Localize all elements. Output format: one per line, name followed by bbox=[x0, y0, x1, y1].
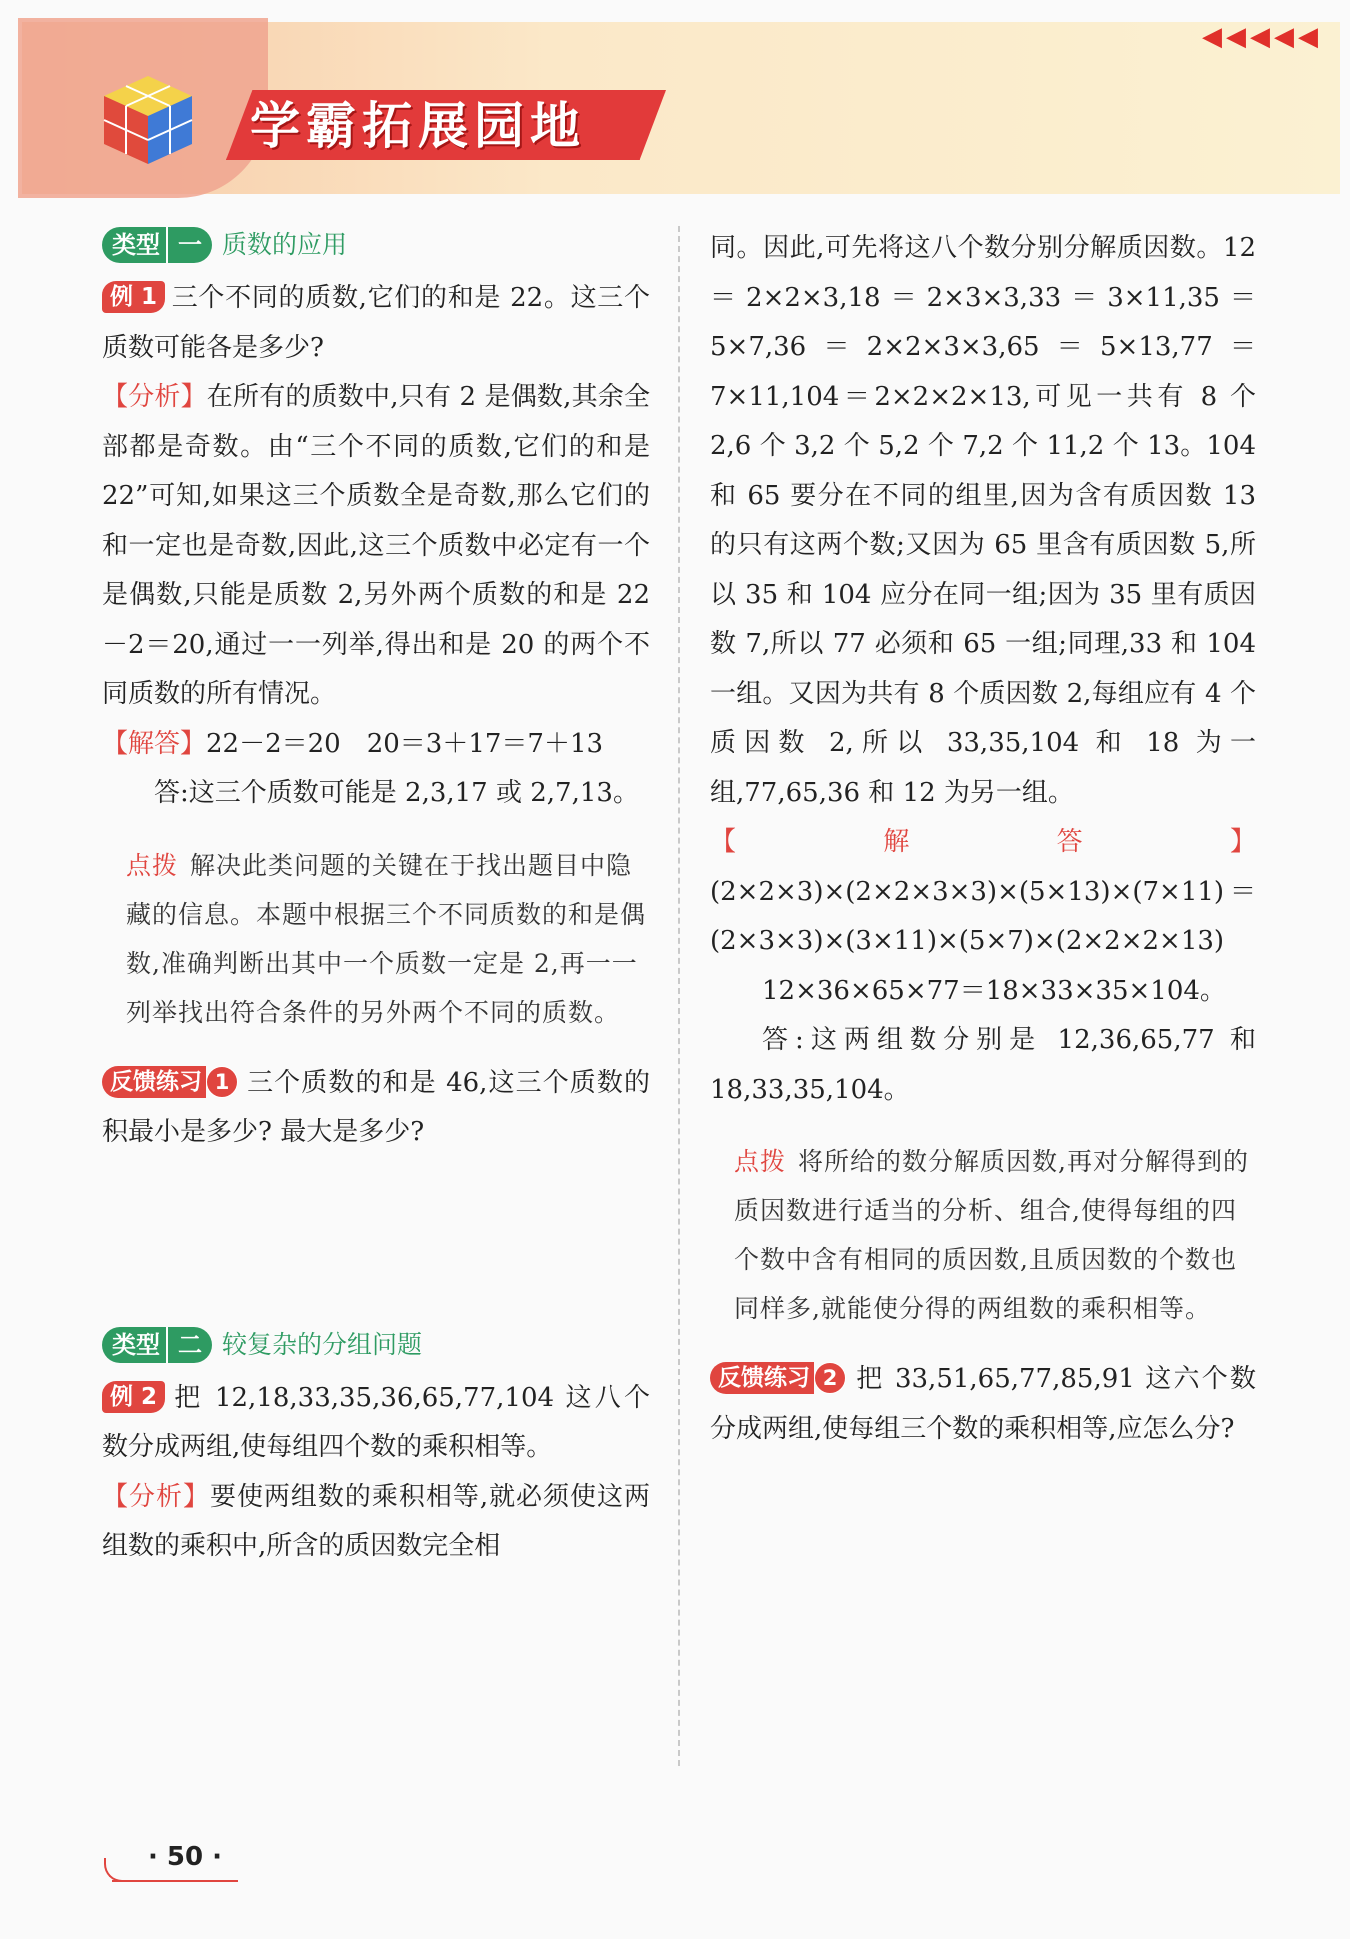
arrow-decoration-icon: ◀◀◀◀◀ bbox=[1202, 22, 1322, 52]
right-column bbox=[710, 224, 1256, 1454]
section-title: 较复杂的分组问题 bbox=[222, 1329, 423, 1359]
page-number-underline bbox=[112, 1880, 238, 1882]
analysis-text: 要使两组数的乘积相等,就必须使这两组数的乘积中,所含的质因数完全相 bbox=[102, 1481, 650, 1561]
answer-text: 22－2＝20 20＝3＋17＝7＋13 bbox=[206, 728, 604, 759]
feedback-number: 1 bbox=[206, 1066, 238, 1098]
question-text: 把 12,18,33,35,36,65,77,104 这八个数分成两组,使每组四个数的乘积相等。 bbox=[102, 1382, 650, 1462]
section-header-1 bbox=[102, 224, 650, 266]
example-2-answer bbox=[710, 818, 1256, 967]
rubik-cube-icon bbox=[100, 72, 196, 168]
example-1-answer bbox=[102, 720, 650, 770]
example-1-conclusion: 答:这三个质数可能是 2,3,17 或 2,7,13。 bbox=[154, 778, 639, 808]
tip-label: 点拨 bbox=[734, 1147, 787, 1176]
section-tag: 类型 bbox=[102, 1327, 166, 1363]
section-header-2 bbox=[102, 1324, 650, 1366]
page-number: · 50 · bbox=[148, 1842, 223, 1872]
example-2-analysis bbox=[102, 1473, 650, 1572]
example-2-conclusion: 答:这两组数分别是 12,36,65,77 和 18,33,35,104。 bbox=[710, 1025, 1256, 1105]
tip-box-1 bbox=[126, 841, 650, 1037]
equation: 12×36×65×77＝18×33×35×104。 bbox=[762, 975, 1226, 1006]
tip-text: 将所给的数分解质因数,再对分解得到的质因数进行适当的分析、组合,使得每组的四个数中含有相同的质因数,且质因数的个数也同样多,就能使分得的两组数的乘积相等。 bbox=[734, 1147, 1249, 1323]
feedback-exercise-1 bbox=[102, 1059, 650, 1158]
feedback-number: 2 bbox=[814, 1362, 846, 1394]
analysis-label: 【分析】 bbox=[102, 1481, 210, 1512]
page-number-decoration bbox=[104, 1858, 130, 1882]
answer-text: (2×2×3)×(2×2×3×3)×(5×13)×(7×11)＝(2×3×3)×(3×11)×(5×7)×(2×2×2×13) bbox=[710, 876, 1256, 956]
feedback-text: 三个质数的和是 46,这三个质数的积最小是多少? 最大是多少? bbox=[102, 1067, 650, 1147]
section-number: 二 bbox=[166, 1327, 212, 1363]
column-divider bbox=[678, 226, 680, 1766]
example-tag: 例 1 bbox=[102, 281, 165, 313]
example-2-question bbox=[102, 1374, 650, 1473]
section-number: 一 bbox=[166, 227, 212, 263]
analysis-continuation: 同。因此,可先将这八个数分别分解质因数。12＝2×2×3,18＝2×3×3,33＝3×11,35＝5×7,36＝2×2×3×3,65＝5×13,77＝7×11,104＝2×2×2×13,可见一共有 8 个 2,6 个 3,2 个 5,2 个 7,2 个 11,2 个 13。104 和 65 要分在不同的组里,因为含有质因数 13 的只有这两个数;又因为 65 里含有质因数 5,所以 35 和 104 应分在同一组;因为 35 里有质因数 7,所以 77 必须和 65 一组;同理,33 和 104 一组。又因为共有 8 个质因数 2,每组应有 4 个质因数 2,所以 33,35,104 和 18 为一组,77,65,36 和 12 为另一组。 bbox=[710, 233, 1256, 808]
section-title: 质数的应用 bbox=[222, 230, 348, 260]
tip-text: 解决此类问题的关键在于找出题目中隐藏的信息。本题中根据三个不同质数的和是偶数,准确判断出其中一个质数一定是 2,再一一列举找出符合条件的另外两个不同的质数。 bbox=[126, 850, 647, 1027]
feedback-tag: 反馈练习 bbox=[710, 1362, 814, 1394]
example-1-question bbox=[102, 274, 650, 373]
tip-label: 点拨 bbox=[126, 850, 179, 880]
question-text: 三个不同的质数,它们的和是 22。这三个质数可能各是多少? bbox=[102, 283, 650, 363]
answer-label: 【解答】 bbox=[710, 827, 1256, 857]
answer-label: 【解答】 bbox=[102, 728, 207, 759]
tip-box-2 bbox=[734, 1137, 1256, 1333]
example-1-analysis bbox=[102, 373, 650, 720]
left-column bbox=[102, 224, 650, 1572]
feedback-exercise-2 bbox=[710, 1355, 1256, 1454]
analysis-text: 在所有的质数中,只有 2 是偶数,其余全部都是奇数。由“三个不同的质数,它们的和是 22”可知,如果这三个质数全是奇数,那么它们的和一定也是奇数,因此,这三个质数中必定有一个是偶数,只能是质数 2,另外两个质数的和是 22－2＝20,通过一一列举,得出和是 20 的两个不同质数的所有情况。 bbox=[102, 382, 650, 709]
feedback-tag: 反馈练习 bbox=[102, 1066, 206, 1098]
answer-space bbox=[102, 1158, 650, 1324]
example-tag: 例 2 bbox=[102, 1381, 165, 1413]
section-tag: 类型 bbox=[102, 227, 166, 263]
analysis-label: 【分析】 bbox=[102, 382, 207, 412]
page-title: 学霸拓展园地 bbox=[250, 97, 586, 155]
feedback-text: 把 33,51,65,77,85,91 这六个数分成两组,使每组三个数的乘积相等,应怎么分? bbox=[710, 1364, 1256, 1444]
